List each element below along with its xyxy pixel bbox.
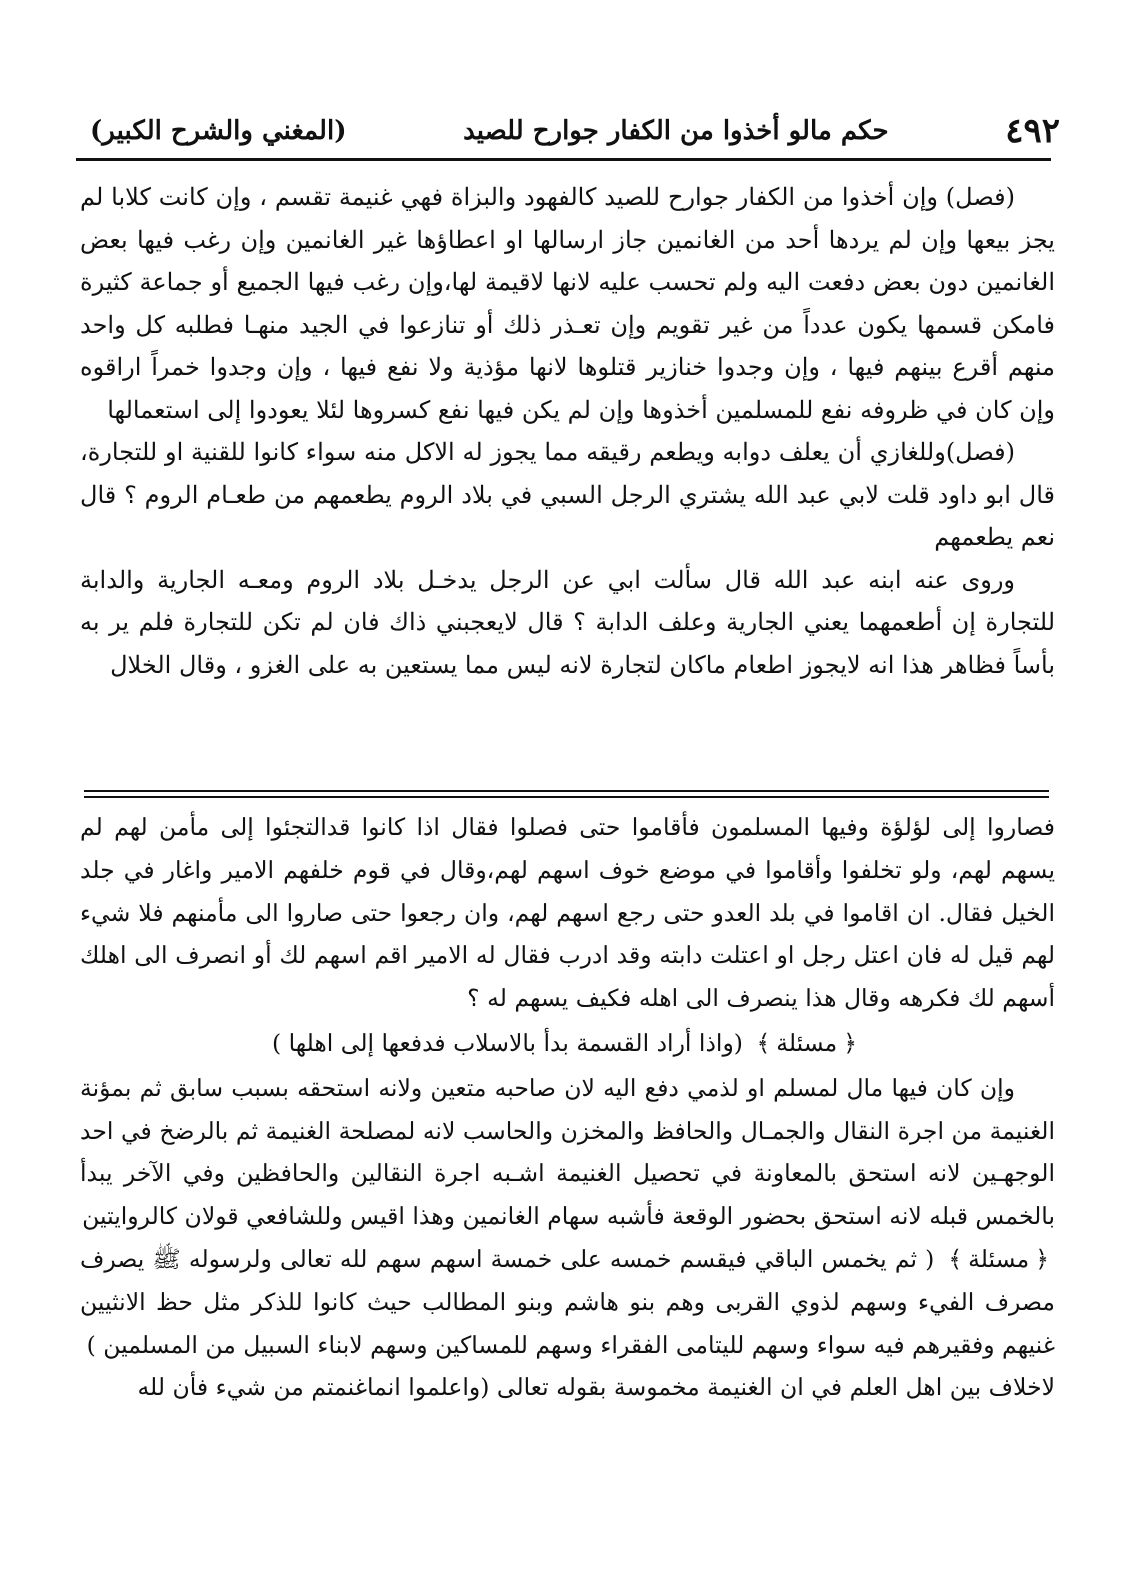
section-title: حكم مالو أخذوا من الكفار جوارح للصيد	[463, 116, 889, 146]
commentary	[80, 806, 1055, 1409]
masala-text: (واذا أراد القسمة بدأ بالاسلاب فدفعها إلى اهلها )	[271, 1028, 743, 1057]
commentary-paragraph: وإن كان فيها مال لمسلم او لذمي دفع اليه لان صاحبه متعين ولانه استحقه بسبب سابق ثم بمؤنة الغنيمة من اجرة النقال والجمـال والحافظ والمخزن والحاسب لانه لمصلحة الغنيمة ثم بالرضخ في احد الوجهـين لانه استحق بالمعاونة في تحصيل الغنيمة اشـبه اجرة النقالين والحافظين وفي الآخر يبدأ بالخمس قبله لانه استحق بحضور الوقعة فأشبه سهام الغانمين وهذا اقيس وللشافعي قولان كالروايتين	[80, 1073, 1055, 1231]
page-header	[90, 108, 1060, 154]
masala-heading-2	[80, 1238, 1055, 1366]
masala-text: ( ثم يخمس الباقي فيقسم خمسه على خمسة اسهم سهم لله تعالى ولرسوله ﷺ يصرف مصرف الفيء وسهم لذوي القربى وهم بنو هاشم وبنو المطالب حيث كانوا للذكر مثل حظ الانثيين غنيهم وفقيرهم فيه سواء وسهم لليتامى الفقراء وسهم للمساكين وسهم لابناء السبيل من المسلمين )	[80, 1244, 1055, 1359]
ornament-close: ﴾	[756, 1028, 771, 1057]
main-paragraph: (فصل) وإن أخذوا من الكفار جوارح للصيد كالفهود والبزاة فهي غنيمة تقسم ، وإن كانت كلابا لم يجز بيعها وإن لم يردها أحد من الغانمين جاز ارسالها او اعطاؤها غير الغانمين وإن رغب فيها بعض الغانمين دون بعض دفعت اليه ولم تحسب عليه لانها لاقيمة لها،وإن رغب فيها الجميع أو جماعة كثيرة فامكن قسمها يكون عدداً من غير تقويم وإن تعـذر ذلك أو تنازعوا في الجيد منهـا فطلبه كل واحد منهم أقرع بينهم فيها ، وإن وجدوا خنازير قتلوها لانها مؤذية ولا نفع فيها ، وإن وجدوا خمراً اراقوه وإن كان في ظروفه نفع للمسلمين أخذوها وإن لم يكن فيها نفع كسروها لئلا يعودوا إلى استعمالها	[80, 183, 1055, 424]
commentary-last-line: لاخلاف بين اهل العلم في ان الغنيمة مخموسة بقوله تعالى (واعلموا انماغنمتم من شيء فأن لله	[137, 1373, 1055, 1402]
section-divider	[84, 790, 1049, 798]
commentary-paragraph: فصاروا إلى لؤلؤة وفيها المسلمون فأقاموا حتى فصلوا فقال اذا كانوا قدالتجئوا إلى مأمن لهم لم يسهم لهم، ولو تخلفوا وأقاموا في موضع خوف اسهم لهم،وقال في قوم خلفهم الامير واغار في جلد الخيل فقال. ان اقاموا في بلد العدو حتى رجع اسهم لهم، وان رجعوا حتى صاروا الى مأمنهم فلا شيء لهم قيل له فان اعتل رجل او اعتلت دابته وقد ادرب فقال له الامير اقم اسهم لك أو انصرف الى اهلك أسهم لك فكرهه وقال هذا ينصرف الى اهله فكيف يسهم له ؟	[80, 813, 1055, 1013]
masala-label: مسئلة	[968, 1244, 1030, 1273]
masala-label: مسئلة	[776, 1028, 838, 1057]
main-text	[80, 176, 1055, 686]
header-rule	[76, 158, 1051, 161]
main-paragraph: وروى عنه ابنه عبد الله قال سألت ابي عن الرجل يدخـل بلاد الروم ومعـه الجارية والدابة للتجارة إن أطعمهما يعني الجارية وعلف الدابة ؟ قال لايعجبني ذاك فان لم تكن للتجارة فلم ير به بأساً فظاهر هذا انه لايجوز اطعام ماكان لتجارة لانه ليس مما يستعين به على الغزو ، وقال الخلال	[80, 565, 1056, 679]
book-title: (المغني والشرح الكبير)	[90, 116, 347, 146]
masala-heading-1	[80, 1022, 1055, 1065]
main-paragraph: (فصل)وللغازي أن يعلف دوابه ويطعم رقيقه مما يجوز له الاكل منه سواء كانوا للقنية او للتجارة، قال ابو داود قلت لابي عبد الله يشتري الرجل السبي في بلاد الروم يطعمهم من طعـام الروم ؟ قال نعم يطعمهم	[80, 438, 1055, 551]
ornament-open: ﴿	[843, 1028, 858, 1057]
ornament-open: ﴿	[1035, 1244, 1049, 1273]
page-number: ٤٩٢	[1005, 111, 1060, 151]
ornament-close: ﴾	[948, 1244, 963, 1273]
